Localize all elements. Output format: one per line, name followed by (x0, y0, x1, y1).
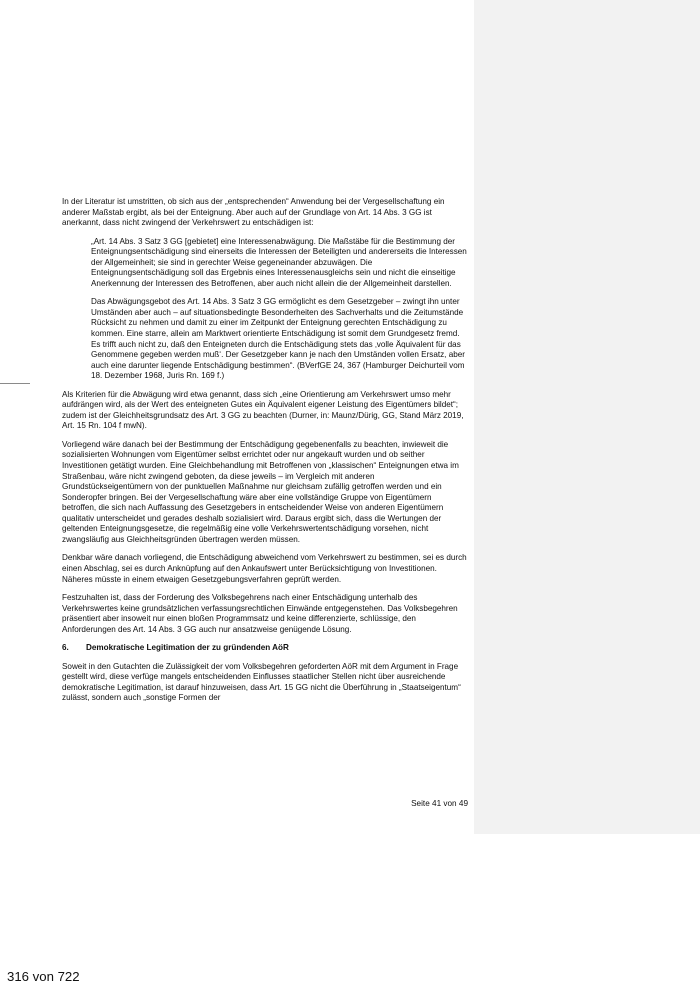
document-body (62, 197, 467, 712)
paragraph-legitimation: Soweit in den Gutachten die Zulässigkeit der vom Volksbegehren geforderten AöR mit dem Argument in Frage gestellt wird, diese verfüge mangels entscheidenden Einflusses staatlicher Stellen nicht über ausreichende demokratische Legitimation, ist darauf hinzuweisen, dass Art. 15 GG nicht die Überführung in „Staatseigentum“ zulässt, sondern auch „sonstige Formen der (62, 661, 461, 703)
document-page-counter: 316 von 722 (7, 969, 80, 984)
comment-pane (474, 0, 700, 834)
comment-connector-line (0, 383, 30, 384)
paragraph-conclusion: Festzuhalten ist, dass der Forderung des Volksbegehrens nach einer Entschädigung unterhalb des Verkehrswertes keine grundsätzlichen verfassungsrechtlichen Einwände entgegenstehen. Das Volksbegehren präsentiert aber insoweit nur einen bloßen Programmsatz und keine differenzierte, schlüssige, den Anforderungen des Art. 14 Abs. 3 GG auch nur ansatzweise genügende Lösung. (62, 593, 458, 634)
paragraph-criteria: Als Kriterien für die Abwägung wird etwa genannt, dass sich „eine Orientierung am Verkehrswert umso mehr aufdrängen wird, als der Wert des enteigneten Gutes ein Äquivalent eigener Leistung des Eigentümers bildet“; zudem ist der Gleichheitsgrundsatz des Art. 3 GG zu beachten (Durner, in: Maunz/Dürig, GG, Stand März 2019, Art. 15 Rn. 104 f mwN). (62, 389, 464, 431)
paragraph-intro: In der Literatur ist umstritten, ob sich aus der „entsprechenden“ Anwendung bei der Vergesellschaftung ein anderer Maßstab ergibt, als bei der Enteignung. Aber auch auf der Grundlage von Art. 14 Abs. 3 GG ist anerkannt, dass nicht zwingend der Verkehrswert zu entschädigen ist: (62, 197, 445, 228)
quote-paragraph-1: „Art. 14 Abs. 3 Satz 3 GG [gebietet] eine Interessenabwägung. Die Maßstäbe für die Bestimmung der Enteignungsentschädigung sind einerseits die Interessen der Beteiligten und andererseits die Interessen der Allgemeinheit; sie sind in gerechter Weise gegeneinander abzuwägen. Die Enteignungsentschädigung soll das Ergebnis eines Interessenausgleichs sein und nicht die einseitige Anerkennung der Interessen des Betroffenen, aber auch nicht allein die der Allgemeinheit darstellen. (91, 236, 467, 288)
section-number: 6. (62, 643, 69, 653)
page-number: Seite 41 von 49 (411, 799, 468, 808)
quote-paragraph-2: Das Abwägungsgebot des Art. 14 Abs. 3 Satz 3 GG ermöglicht es dem Gesetzgeber – zwingt ihn unter Umständen aber auch – auf situationsbedingte Besonderheiten des Sachverhalts und die Zeitumstände Rücksicht zu nehmen und damit zu einer im Zeitpunkt der Enteignung gerechten Entschädigung zu kommen. Eine starre, allein am Marktwert orientierte Entschädigung ist somit dem Grundgesetz fremd. Es trifft auch nicht zu, daß den Enteigneten durch die Entschädigung stets das ‚volle Äquivalent für das Genommene gegeben werden muß‘. Der Gesetzgeber kann je nach den Umständen vollen Ersatz, aber auch eine darunter liegende Entschädigung bestimmen“. (BVerfGE 24, 367 (Hamburger Deichurteil vom 18. Dezember 1968, Juris Rn. 169 f.) (91, 297, 465, 381)
section-title: Demokratische Legitimation der zu gründenden AöR (86, 643, 289, 653)
section-heading (62, 643, 467, 654)
paragraph-compensation: Vorliegend wäre danach bei der Bestimmung der Entschädigung gegebenenfalls zu beachten, inwieweit die sozialisierten Wohnungen vom Eigentümer selbst errichtet oder nur angekauft wurden und ob seither Investitionen getätigt wurden. Eine Gleichbehandlung mit Betroffenen von „klassischen“ Enteignungen etwa im Straßenbau, wäre nicht zwingend geboten, da diese jeweils – im Vergleich mit anderen Grundstückseigentümern von der punktuellen Maßnahme nur gleichsam zufällig getroffen werden und ein Sonderopfer bringen. Bei der Vergesellschaftung wäre aber eine vollständige Gruppe von Eigentümern betroffen, die sich nach Auffassung des Gesetzgebers in entscheidender Weise von anderen Eigentümern qualitativ unterscheidet und gerades deshalb sozialisiert wird. Daraus ergibt sich, dass die Wertungen der geltenden Enteignungsgesetze, die regelmäßig eine volle Verkehrswertentschädigung vorsehen, nicht zwangsläufig aus Gleichheitsgründen übertragen werden müssen. (62, 439, 459, 544)
paragraph-deviation: Denkbar wäre danach vorliegend, die Entschädigung abweichend vom Verkehrswert zu bestimmen, sei es durch einen Abschlag, sei es durch Anknüpfung auf den Ankaufswert unter Berücksichtigung von Investitionen. Näheres müsste in einem etwaigen Gesetzgebungsverfahren geprüft werden. (62, 553, 467, 584)
